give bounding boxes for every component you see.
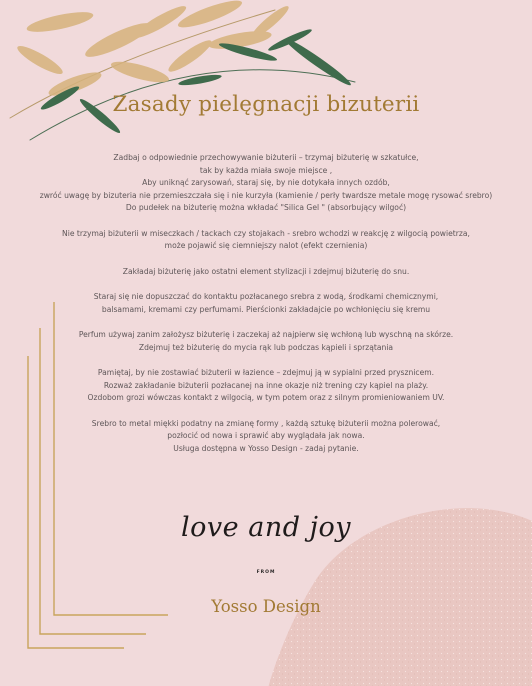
text-line: Ozdobom grozi wówczas kontakt z wilgocią, w tym potem oraz z silnym promieniowaniem UV. bbox=[87, 393, 445, 403]
page-title: Zasady pielęgnacji bizuterii bbox=[112, 92, 420, 117]
text-line: balsamami, kremami czy perfumami. Pierścionki zakładajcie po wchłonięciu się kremu bbox=[101, 304, 431, 314]
text-line: pozłocić od nowa i sprawić aby wyglądała jak nowa. bbox=[167, 431, 365, 441]
paragraph bbox=[16, 367, 516, 405]
text-line: Pamiętaj, by nie zostawiać biżuterii w łazience – zdejmuj ją w sypialni przed prysznicem. bbox=[97, 368, 435, 378]
text-line: Perfum używaj zanim założysz biżuterię i zaczekaj aż najpierw się wchłoną lub wyschną na skórze. bbox=[78, 330, 454, 340]
paragraph bbox=[16, 291, 516, 316]
text-line: Zdejmuj też biżuterię do mycia rąk lub podczas kąpieli i sprzątania bbox=[138, 342, 394, 352]
eucalyptus-leaves bbox=[0, 0, 370, 150]
text-line: Aby uniknąć zarysowań, staraj się, by nie dotykała innych ozdób, bbox=[142, 178, 390, 188]
paragraph bbox=[16, 228, 516, 253]
paragraph bbox=[16, 418, 516, 456]
care-instructions bbox=[16, 152, 516, 468]
text-line: Nie trzymaj biżuterii w miseczkach / tackach czy stojakach - srebro wchodzi w reakcję z wilgocią powietrza, bbox=[62, 228, 470, 238]
text-line: Rozważ zakładanie biżuterii pozłacanej na inne okazje niż trening czy kąpiel na plaży. bbox=[103, 380, 429, 390]
paragraph bbox=[16, 152, 516, 215]
signature-love-and-joy: love and joy bbox=[181, 512, 351, 543]
text-line: Zadbaj o odpowiednie przechowywanie biżuterii – trzymaj biżuterię w szkatułce, bbox=[113, 153, 419, 162]
text-line: zwróć uwagę by bizuteria nie przemieszczała się i nie kurzyła (kamienie / perły twardsze metale mogę rysować srebro) bbox=[39, 190, 493, 200]
from-label: FROM bbox=[256, 570, 276, 575]
text-line: Srebro to metal miękki podatny na zmianę formy , każdą sztukę biżuterii można polerować, bbox=[91, 418, 441, 428]
brand-name: Yosso Design bbox=[211, 597, 321, 616]
paragraph bbox=[16, 266, 516, 279]
text-line: Do pudełek na biżuterię można wkładać "Silica Gel " (absorbujący wilgoć) bbox=[125, 203, 407, 213]
text-line: Usługa dostępna w Yosso Design - zadaj pytanie. bbox=[173, 443, 359, 453]
text-line: tak by każda miała swoje miejsce , bbox=[199, 165, 333, 175]
text-line: może pojawić się ciemniejszy nalot (efekt czernienia) bbox=[164, 241, 368, 251]
text-line: Zakładaj biżuterię jako ostatni element stylizacji i zdejmuj biżuterię do snu. bbox=[122, 266, 410, 276]
paragraph bbox=[16, 329, 516, 354]
text-line: Staraj się nie dopuszczać do kontaktu pozłacanego srebra z wodą, środkami chemicznymi, bbox=[93, 292, 439, 302]
